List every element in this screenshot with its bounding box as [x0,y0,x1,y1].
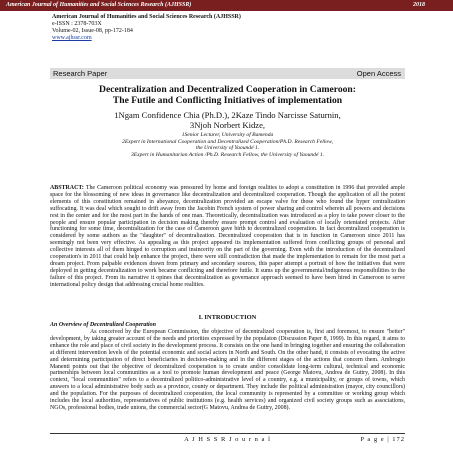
abstract [50,185,405,289]
abstract-label: ABSTRACT: [50,185,84,191]
title-line-1: Decentralization and Decentralized Cooperation in Cameroon: [99,84,356,95]
open-access-label: Open Access [356,69,401,78]
article-type-bar [50,68,405,79]
introduction-paragraph: As conceived by the European Commission, the objective of decentralized cooperation is, first and foremost, to ensure "better" development, by taking greater account of the needs and priorities expressed by the populaton (Discussion Paper 8, 1999). In this regard, it aims to enhance the role and place of civil society in the development process. It consists on the one hand in bringing together and ensuring the collaboration at different intervention levels of the potential economic and social actors in North and South. On the other hand, it consists of evocating the active and determining participation of direct beneficiaries in decision-making and in the different stages of the actions that concern them. Ambrogio Manenti points out that the objective of decentralized cooperation is to create and/or consolidate long-term cultural, technical and economic partnerships between local communities as a tool to promote human development and peace (George Matovu, Andrea de Guttry, 2008). In this context, "local communities" refers to a decentralized politico-administrative level of a country, e.g. a municipality, or groups of towns, which answers to a local administrative body such as a province, county or department. They include the political administration (mayor, city councillors) and the population. For the purposes of decentralized cooperation, the local community is represented by a committee or working group which includes the local authorities, representatives of public institutions (e.g. health services) and organized civil society groups such as associations, NGOs, professional bodies, trade unions, the commercial sector(G Matovu, Andrea de Guttry, 2008). [50,329,405,411]
meta-journal-link[interactable]: www.ajhssr.com [52,35,92,41]
section-heading: I. INTRODUCTION [198,314,257,321]
subsection-heading: An Overview of Decentralized Cooperation [50,322,156,328]
authors-line-2: 3Njoh Norbert Kidze, [189,119,266,130]
authors-line-1: 1Ngam Confidence Chia (Ph.D.), 2Kaze Tindo Narcisse Saturnin, [114,110,341,120]
paper-authors [50,111,405,130]
meta-eissn: e-ISSN : 2378-703X [52,21,102,27]
header-year: 2018 [413,2,425,8]
affiliation-1: 1Senior Lecturer, University of Bamenda [181,132,274,138]
article-type-label: Research Paper [53,69,108,78]
meta-journal-full: American Journal of Humanities and Social Sciences Research (AJHSSR) [52,14,241,20]
meta-volume: Volume-02, Issue-08, pp-172-184 [52,28,133,34]
affiliation-2a: 2Expert in International Cooperation and Decentralized Cooperation/Ph.D. Research Fellow, [122,138,333,145]
paper-title [50,84,405,106]
affiliation-2b: the University of Yaoundé 1. [195,145,260,152]
affiliation-3: 3Expert in Humanitarian Action /Ph.D. Research Fellow, the University of Yaoundé 1. [130,151,325,158]
footer-page-number: P a g e | 172 [360,436,405,443]
author-affiliations [50,132,405,158]
footer-journal: A J H S S R J o u r n a l [184,436,271,443]
journal-meta [52,14,241,42]
header-journal-name: American Journal of Humanities and Social Sciences Research (AJHSSR) [6,2,192,8]
journal-header-bar [0,0,453,11]
abstract-text: The Cameroon political economy was pressured by home and foreign realities to adopt a constitution in 1996 that provided ample space for the blossoming of new ideas in governance like decentralization and decentralized cooperation. Though the application of all the potent elements of this constitution remained in abeyance, decentralization provided an escape valve for those who found the hyper centralization suffocating. It was deal which sought to drift away from the Jacobin French system of power sharing and control wherein all powers and decisions rest in the center and for the most part in the hands of one man. Theoretically, decentralization was introduced as a ploy to take power closer to the people and ensure popular participation in decision making thereby ensure prompt control and evaluation of locally orientated projects. After functioning for some time, decentralization for the case of Cameroon gave birth to decentralized cooperation. In fact decentralized cooperation is considered by some authors as the "daughter" of decentralization. Decentralized cooperation that is in function in Cameroon since 2011 has seemingly not been very effective. As appealing as this project appeared its implementation suffered from conflicting groups of personal and collective interests all of them hinged to corruption and insincerity on the part of the governing. Even with the introduction of the decentralized cooperation's in 2011 that could help enhance the project, there were still contradiction that made the implementation to remain for the most part a dream project. From palpable evidences drawn from primary and secondary sources, this paper attempt a portrait of how the initiatives that were deployed in getting decentralization to work became conflicting and therefore futile. It sums up the governmental/indigenous responsibilities to the failure of this project. From its narrative it opines that decentralization as governance approach seemed to have been hired in Cameroon to serve international policy design that addressing crucial home realities. [50,185,405,288]
footer-rule [50,433,405,434]
title-line-2: The Futile and Conflicting Initiatives of implementation [112,95,343,106]
